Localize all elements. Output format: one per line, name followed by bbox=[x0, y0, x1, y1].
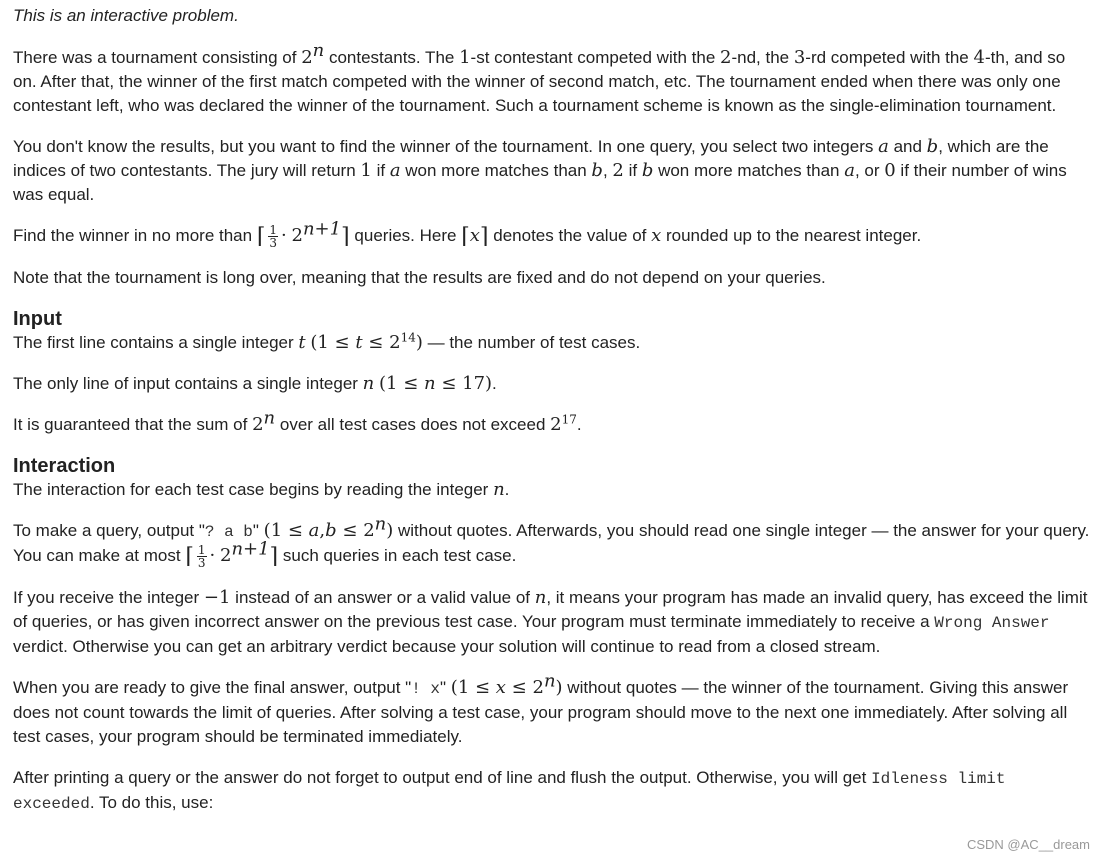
math-exponent: n bbox=[312, 40, 325, 61]
text: queries. Here bbox=[349, 226, 462, 245]
math-text: (1 ≤ bbox=[379, 373, 424, 395]
math-var: t bbox=[355, 332, 363, 354]
text: and bbox=[888, 137, 927, 156]
math-number: 2 bbox=[612, 160, 624, 181]
watermark: CSDN @AC__dream bbox=[966, 837, 1090, 852]
math-dot: · bbox=[209, 545, 216, 567]
text: , it means your program has made an invalid query, has exceed the limit of queries, or has given incorrect answer on the previous test case. Your program must terminate immediately to receive a bbox=[13, 588, 1088, 632]
text: , bbox=[602, 161, 613, 180]
statement-paragraph-2 bbox=[13, 135, 1091, 207]
text: rounded up to the nearest integer. bbox=[661, 226, 922, 245]
fraction-one-third bbox=[197, 544, 207, 569]
text: , or bbox=[854, 161, 885, 180]
text: -rd competed with the bbox=[805, 48, 974, 67]
code-verdict: Wrong Answer bbox=[934, 614, 1050, 633]
text: You don't know the results, but you want to find the winner of the tournament. In one query, you select two integers bbox=[13, 137, 879, 156]
text: . bbox=[576, 415, 582, 435]
text: such queries in each test case. bbox=[278, 546, 517, 566]
interaction-section bbox=[13, 454, 1091, 816]
text: denotes the value of bbox=[488, 226, 652, 245]
input-paragraph-1 bbox=[13, 331, 1091, 355]
math-number: 3 bbox=[793, 47, 806, 68]
math-exponent: 14 bbox=[400, 330, 416, 345]
math-text: ≤ 17) bbox=[435, 373, 493, 395]
problem-statement bbox=[13, 4, 1091, 833]
text: Find the winner in no more than bbox=[13, 226, 257, 245]
text: verdict. Otherwise you can get an arbitrary verdict because your solution will continue to read from a closed stream. bbox=[13, 637, 881, 657]
text: The interaction for each test case begins by reading the integer bbox=[13, 480, 494, 500]
interaction-paragraph-3 bbox=[13, 586, 1091, 659]
text: The first line contains a single integer bbox=[13, 333, 299, 353]
text: if bbox=[623, 161, 642, 180]
math-base: 2 bbox=[301, 47, 313, 68]
math-text: (1 ≤ bbox=[310, 332, 356, 354]
code-idleness: Idleness limit exceeded bbox=[13, 770, 1006, 814]
interaction-paragraph-1 bbox=[13, 478, 1091, 502]
math-exponent: n+1 bbox=[302, 218, 342, 240]
text: won more matches than bbox=[653, 161, 845, 180]
text: if bbox=[371, 161, 390, 180]
math-2n bbox=[301, 40, 325, 68]
fraction-numerator: 1 bbox=[197, 543, 206, 558]
input-paragraph-3 bbox=[13, 407, 1091, 437]
text: If you receive the integer bbox=[13, 588, 204, 608]
math-exponent: n bbox=[374, 513, 387, 535]
ceil-right: ⌉ bbox=[269, 543, 279, 569]
math-number: 4 bbox=[973, 47, 985, 68]
math-text: (1 ≤ bbox=[450, 677, 496, 699]
fraction-one-third bbox=[268, 224, 278, 249]
statement-paragraph-4: Note that the tournament is long over, meaning that the results are fixed and do not depend on your queries. bbox=[13, 268, 826, 288]
ceil-left: ⌈ bbox=[461, 223, 470, 249]
math-exponent: n+1 bbox=[231, 538, 270, 560]
math-var: n bbox=[362, 373, 375, 395]
math-var: b bbox=[641, 160, 654, 181]
text: over all test cases does not exceed bbox=[275, 415, 551, 435]
math-var: a bbox=[308, 520, 320, 542]
text: — the number of test cases. bbox=[422, 333, 641, 353]
math-number: 1 bbox=[459, 47, 471, 68]
math-var: a bbox=[389, 160, 401, 181]
math-text: (1 ≤ bbox=[263, 520, 309, 542]
math-var: t bbox=[298, 332, 306, 354]
math-base: 2 bbox=[252, 414, 264, 436]
statement-paragraph-3 bbox=[13, 218, 1091, 251]
text: without quotes. Afterwards, you should read one single integer — the answer for your query. You can make at most bbox=[13, 521, 1090, 566]
code-answer: ! x bbox=[411, 680, 441, 699]
text: without quotes — the winner of the tournament. Giving this answer does not count towards the limit of queries. After solving a test case, your program should move to the next one immediately. After solving all test cases, your program should be terminated immediately. bbox=[13, 678, 1069, 747]
interaction-paragraph-4 bbox=[13, 670, 1091, 749]
math-var: a bbox=[878, 136, 889, 157]
text: It is guaranteed that the sum of bbox=[13, 415, 253, 435]
statement-paragraph-1 bbox=[13, 40, 1091, 118]
text: -nd, the bbox=[731, 48, 794, 67]
text: instead of an answer or a valid value of bbox=[230, 588, 535, 608]
fraction-numerator: 1 bbox=[269, 223, 278, 238]
math-exponent: 17 bbox=[561, 412, 577, 427]
code-query: ? a b bbox=[204, 523, 253, 542]
math-var: n bbox=[424, 373, 436, 395]
text: . bbox=[504, 480, 510, 500]
math-dot: · bbox=[281, 225, 287, 246]
input-section bbox=[13, 307, 1091, 437]
math-text: ≤ 2 bbox=[362, 332, 401, 354]
math-var: x bbox=[495, 677, 506, 699]
text: if their number of wins was equal. bbox=[13, 161, 1067, 204]
math-exponent: n bbox=[263, 407, 276, 429]
math-text: ) bbox=[386, 520, 394, 542]
text: won more matches than bbox=[400, 161, 592, 180]
interaction-heading: Interaction bbox=[13, 455, 116, 478]
math-text: ) bbox=[415, 332, 423, 354]
math-base: 2 bbox=[291, 225, 303, 246]
math-var: b bbox=[591, 160, 603, 181]
math-var: x bbox=[469, 225, 480, 246]
text: When you are ready to give the final answer, output " bbox=[13, 678, 412, 698]
input-heading: Input bbox=[13, 308, 62, 331]
text: . bbox=[492, 374, 497, 394]
intro-text: This is an interactive problem. bbox=[13, 6, 239, 25]
math-number: 0 bbox=[884, 160, 896, 181]
ceil-right: ⌉ bbox=[341, 223, 350, 249]
text: The only line of input contains a single integer bbox=[13, 374, 363, 394]
fraction-denominator: 3 bbox=[197, 556, 206, 571]
text: After printing a query or the answer do not forget to output end of line and flush the output. Otherwise, you will get bbox=[13, 768, 872, 788]
ceil-left: ⌈ bbox=[256, 223, 266, 249]
math-var: x bbox=[651, 225, 662, 246]
math-var: a bbox=[844, 160, 855, 181]
math-var: b bbox=[325, 520, 337, 542]
text: " bbox=[440, 678, 451, 698]
math-base: 2 bbox=[550, 414, 562, 436]
text: -st contestant competed with the bbox=[470, 48, 720, 67]
math-number: −1 bbox=[203, 587, 231, 609]
math-text: ≤ 2 bbox=[505, 677, 544, 699]
ceil-right: ⌉ bbox=[479, 223, 489, 249]
math-var: b bbox=[926, 136, 939, 157]
input-paragraph-2 bbox=[13, 372, 1091, 396]
math-text: , bbox=[319, 520, 326, 542]
math-number: 2 bbox=[720, 47, 732, 68]
math-text: ) bbox=[555, 677, 563, 699]
text: -th, and so on. After that, the winner of the first match competed with the winner of second match, etc. The tournament ended when there was only one contestant left, who was declared the winner of the tournament. Such a tournament scheme is known as the single-elimination tournament. bbox=[13, 48, 1066, 115]
math-var: n bbox=[534, 587, 547, 609]
text: There was a tournament consisting of bbox=[13, 48, 302, 67]
ceil-left: ⌈ bbox=[185, 543, 194, 569]
text: , which are the indices of two contestants. The jury will return bbox=[13, 137, 1049, 180]
interaction-paragraph-2 bbox=[13, 513, 1091, 571]
math-text: ≤ 2 bbox=[336, 520, 375, 542]
math-base: 2 bbox=[220, 545, 232, 567]
math-number: 1 bbox=[360, 160, 372, 181]
math-var: n bbox=[493, 479, 505, 501]
interaction-paragraph-5 bbox=[13, 766, 1091, 816]
math-exponent: n bbox=[543, 670, 556, 692]
text: . To do this, use: bbox=[89, 793, 214, 813]
fraction-denominator: 3 bbox=[269, 236, 278, 251]
text: " bbox=[252, 521, 264, 541]
text: To make a query, output " bbox=[13, 521, 205, 541]
text: contestants. The bbox=[324, 48, 460, 67]
